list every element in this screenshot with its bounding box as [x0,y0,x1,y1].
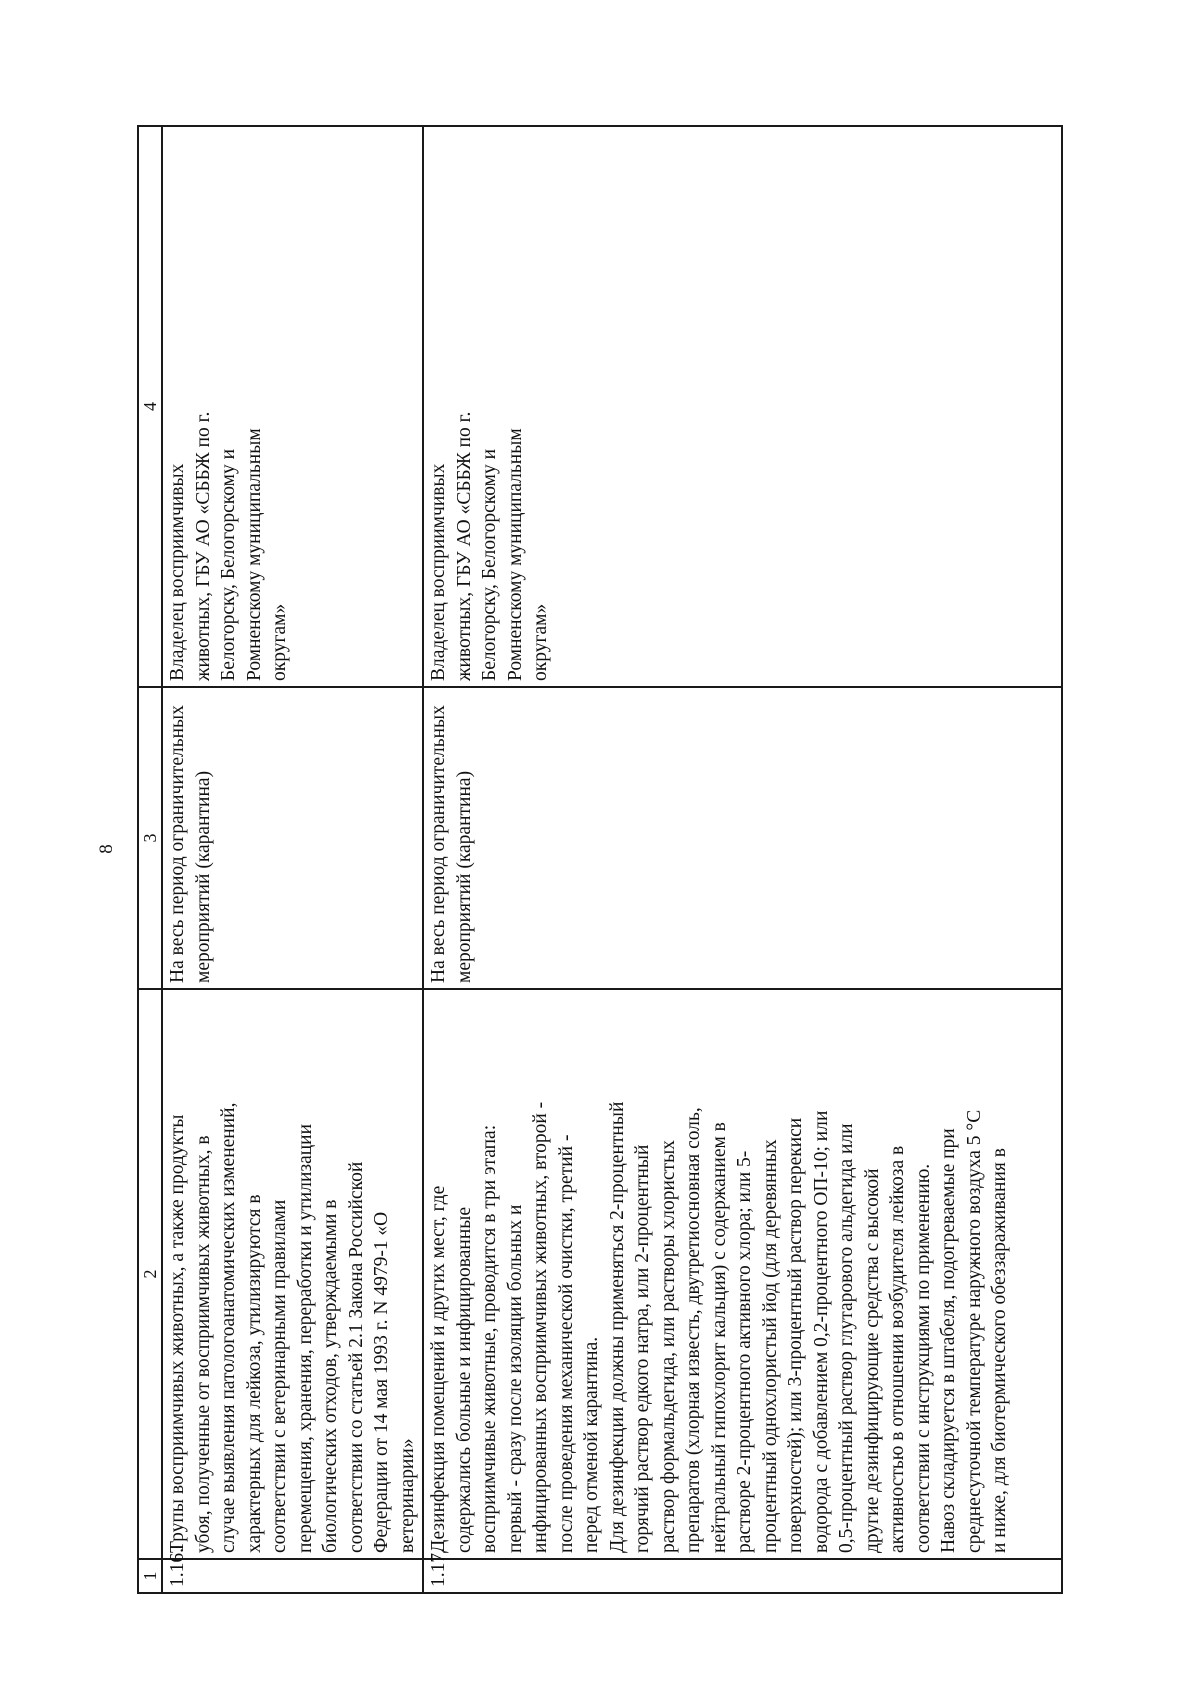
page-number: 8 [96,844,117,854]
measure-text: Дезинфекция помещений и других мест, где содержались больные и инфицированные восприимчивые животные, проводится в три этапа: первый - сразу после изоляции больных и инфицированных восприимчивых животных, второй - после проведения механической очистки, третий - перед отменой карантина. Для дезинфекции должны применяться 2-процентный горячий раствор едкого натра, или 2-процентный раствор формальдегида, или растворы хлористых препаратов (хлорная известь, двутретиосновная соль, нейтральный гипохлорит кальция) с содержанием в растворе 2-процентного активного хлора; или 5- процентный однохлористый йод (для деревянных поверхностей); или 3-процентный раствор перекиси водорода с добавлением 0,2-процентного ОП-10; или 0,5-процентный раствор глутарового альдегида или другие дезинфицирующие средства с высокой активностью в отношении возбудителя лейкоза в соответствии с инструкциями по применению. Навоз складируется в штабеля, подогреваемые при среднесуточной температуре наружного воздуха 5 °С и ниже, для биотермического обеззараживания в [423,989,1062,1559]
responsible-text: Владелец восприимчивых животных, ГБУ АО «СББЖ по г. Белогорску, Белогорскому и Ромненскому муниципальным округам» [162,126,423,687]
rotated-table-container [137,127,1063,1594]
row-number: 1.16. [162,1559,423,1593]
table-header-row [138,126,162,1593]
responsible-text: Владелец восприимчивых животных, ГБУ АО «СББЖ по г. Белогорску, Белогорскому и Ромненскому муниципальным округам» [423,126,1062,687]
term-text: На весь период ограничительных мероприятий (карантина) [423,687,1062,989]
header-cell-4: 4 [138,126,162,687]
measure-text: Трупы восприимчивых животных, а также продукты убоя, полученные от восприимчивых животных, в случае выявления патологоанатомических изменений, характерных для лейкоза, утилизируются в соответствии с ветеринарными правилами перемещения, хранения, переработки и утилизации биологических отходов, утверждаемыми в соответствии со статьей 2.1 Закона Российской Федерации от 14 мая 1993 г. N 4979-1 «О ветеринарии» [162,989,423,1559]
table-row [423,126,1062,1593]
row-number: 1.17. [423,1559,1062,1593]
header-cell-1: 1 [138,1559,162,1593]
term-text: На весь период ограничительных мероприятий (карантина) [162,687,423,989]
table-row [162,126,423,1593]
measures-table [137,125,1063,1594]
header-cell-3: 3 [138,687,162,989]
header-cell-2: 2 [138,989,162,1559]
